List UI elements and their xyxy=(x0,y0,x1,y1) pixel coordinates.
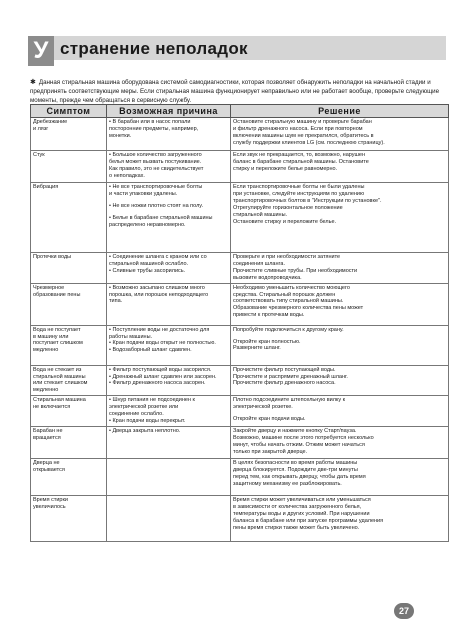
solution-line: только при закрытой дверце. xyxy=(233,448,308,455)
solution-line: Остановите стиральную машину и проверьте барабан xyxy=(233,119,372,125)
intro-text: Данная стиральная машина оборудована системой самодиагностики, которая позволяет обнаружить неполадки на начальной стадии и предпринять соответствующие меры. Если стиральная машина функционирует неправильно или не работает вообще, проверьте следующие моменты, прежде чем обращаться в сервисную службу. xyxy=(30,79,440,104)
solution-cell xyxy=(231,458,449,495)
cause-line: порошка, или порошок неподходящего xyxy=(109,291,209,298)
symptom-cell xyxy=(31,495,107,541)
solution-line: Откройте кран подачи воды. xyxy=(233,416,306,423)
cause-line: • Кран подачи воды перекрыт. xyxy=(109,417,186,424)
solution-cell xyxy=(231,183,449,253)
solution-line: Прочистите фильтр поступающей воды. xyxy=(233,366,336,373)
symptom-line: Дребезжание xyxy=(33,119,68,125)
symptom-cell xyxy=(31,458,107,495)
solution-line: В целях безопасности во время работы машины xyxy=(233,459,358,466)
solution-cell xyxy=(231,426,449,458)
header-symptom: Симптом xyxy=(31,105,107,118)
solution-cell xyxy=(231,495,449,541)
solution-line: минут, чтобы начать отжим. Отжим может начаться xyxy=(233,441,365,448)
table-row xyxy=(31,426,449,458)
symptom-cell xyxy=(31,253,107,284)
cause-cell xyxy=(107,396,231,427)
solution-line: привести к протечкам воды. xyxy=(233,312,305,319)
cause-line: • Кран подачи воды открыт не полностью. xyxy=(109,340,216,347)
cause-cell xyxy=(107,365,231,396)
cause-cell xyxy=(107,325,231,365)
symptom-line: Барабан не xyxy=(33,427,63,434)
cause-line: • Поступление воды не достаточно для xyxy=(109,326,210,333)
solution-line: стирку и переложите белье равномерно. xyxy=(233,165,338,172)
symptom-cell xyxy=(31,183,107,253)
table-row xyxy=(31,183,449,253)
symptom-line: Чрезмерное xyxy=(33,284,65,291)
solution-line: Образование чрезмерного количества пены может xyxy=(233,305,364,312)
solution-line: службу поддержки клиентов LG (см. последнюю страницу). xyxy=(233,139,385,146)
symptom-line: Время стирки xyxy=(33,496,68,503)
solution-cell xyxy=(231,283,449,325)
solution-line: транспортировочных болтов в "Инструкции по установке". xyxy=(233,197,382,204)
solution-line: Время стирки может увеличиваться или уменьшаться xyxy=(233,496,371,503)
symptom-line: или стекает слишком xyxy=(33,380,88,387)
symptom-cell xyxy=(31,396,107,427)
troubleshooting-table xyxy=(30,104,449,542)
cause-line: белья может вызвать постукивание. xyxy=(109,158,202,165)
cause-line: • Дверца закрыта неплотно. xyxy=(109,427,181,434)
solution-line: Закройте дверцу и нажмите кнопку Старт/пауза. xyxy=(233,427,357,434)
solution-line: стиральной машины. xyxy=(233,211,288,218)
solution-cell xyxy=(231,396,449,427)
intro-paragraph xyxy=(30,78,448,105)
solution-line: соответствовать типу стиральной машины. xyxy=(233,298,344,305)
solution-line: Отрегулируйте горизонтальное положение xyxy=(233,204,343,211)
symptom-line: Дверца не xyxy=(33,459,60,466)
cause-line: • Соединение шланга с краном или со xyxy=(109,254,207,260)
symptom-line: вращается xyxy=(33,434,61,441)
table-row xyxy=(31,458,449,495)
solution-line: Прочистите сливные трубы. При необходимости xyxy=(233,267,358,274)
cause-line: • Белье в барабане стиральной машины xyxy=(109,214,213,221)
cause-cell xyxy=(107,253,231,284)
symptom-line: и лязг xyxy=(33,125,49,132)
cause-line: • В барабан или в насос попали xyxy=(109,119,191,125)
solution-line: включении машины шум не прекратился, обратитесь в xyxy=(233,132,374,139)
solution-line: защитному механизму ее разблокировать. xyxy=(233,480,342,487)
cause-line: • Большое количество загруженного xyxy=(109,152,202,158)
cause-line: Как правило, это не свидетельствует xyxy=(109,165,204,172)
table-row xyxy=(31,151,449,183)
header-solution: Решение xyxy=(231,105,449,118)
symptom-line: Вибрация xyxy=(33,184,59,190)
symptom-line: Вода не стекает из xyxy=(33,366,82,373)
table-row xyxy=(31,283,449,325)
solution-line: пены время стирки также может быть увеличено. xyxy=(233,524,360,531)
solution-line: Разверните шланг. xyxy=(233,345,281,352)
solution-line: Проверьте и при необходимости затяните xyxy=(233,254,341,260)
symptom-line: в машину или xyxy=(33,333,69,340)
solution-line: Прочистите и распрямите дренажный шланг. xyxy=(233,373,348,380)
symptom-cell xyxy=(31,283,107,325)
symptom-cell xyxy=(31,151,107,183)
solution-line: температуры воды и других условий. При нарушении xyxy=(233,510,370,517)
symptom-cell xyxy=(31,426,107,458)
solution-line: Плотно подсоедините штепсельную вилку к xyxy=(233,397,346,404)
cause-cell xyxy=(107,183,231,253)
cause-cell xyxy=(107,458,231,495)
cause-line: • Водозаборный шланг сдавлен. xyxy=(109,347,192,354)
symptom-line: Стук xyxy=(33,152,45,158)
cause-line: стиральной машиной ослабло. xyxy=(109,260,189,267)
symptom-line: Протечки воды xyxy=(33,254,72,260)
cause-line: • Не все транспортировочные болты xyxy=(109,184,203,190)
cause-line: электрической розетке или xyxy=(109,404,179,411)
symptom-line: открывается xyxy=(33,466,65,473)
solution-line: электрической розетке. xyxy=(233,404,293,411)
symptom-cell xyxy=(31,118,107,151)
symptom-cell xyxy=(31,365,107,396)
cause-cell xyxy=(107,118,231,151)
solution-line: баланс в барабане стиральной машины. Остановите xyxy=(233,158,369,165)
symptom-line: медленно xyxy=(33,387,59,394)
solution-line: Если транспортировочные болты не были удалены xyxy=(233,184,365,190)
table-row xyxy=(31,396,449,427)
table-body xyxy=(31,118,449,542)
cause-line: • Сливные трубы засорились. xyxy=(109,267,186,274)
asterisk-bullet-icon: ✱ xyxy=(30,79,36,86)
solution-cell xyxy=(231,118,449,151)
symptom-line: образование пены xyxy=(33,291,81,298)
solution-line: и фильтр дренажного насоса. Если при повторном xyxy=(233,125,363,132)
cause-line: • Дренажный шланг сдавлен или засорен. xyxy=(109,373,217,380)
cause-line: распределено неравномерно. xyxy=(109,221,186,228)
table-row xyxy=(31,495,449,541)
page-title: странение неполадок xyxy=(60,39,248,58)
solution-line: в зависимости от количества загруженного белья, xyxy=(233,503,362,510)
header-cause: Возможная причина xyxy=(107,105,231,118)
cause-line: • Фильтр поступающей воды засорился. xyxy=(109,366,212,373)
solution-line: Если звук не прекращается, то, возможно, нарушен xyxy=(233,152,366,158)
cause-line: • Шнур питания не подсоединен к xyxy=(109,397,195,404)
symptom-cell xyxy=(31,325,107,365)
cause-line: • Фильтр дренажного насоса засорен. xyxy=(109,380,206,387)
symptom-line: Вода не поступает xyxy=(33,326,81,333)
symptom-line: Стиральная машина xyxy=(33,397,86,404)
solution-cell xyxy=(231,151,449,183)
solution-line: дверца блокируется. Подождите две-три минуты xyxy=(233,466,358,473)
cause-line: и части упаковки удалены. xyxy=(109,190,178,197)
table-row xyxy=(31,118,449,151)
cause-line: работы машины. xyxy=(109,333,153,340)
cause-cell xyxy=(107,151,231,183)
table-row xyxy=(31,253,449,284)
solution-line: Прочистите фильтр дренажного насоса. xyxy=(233,380,336,387)
cause-line: • Возможно засыпано слишком много xyxy=(109,284,205,291)
symptom-line: не включается xyxy=(33,404,71,411)
solution-line: Возможно, машине после этого потребуется несколько xyxy=(233,434,374,441)
symptom-line: увеличилось xyxy=(33,503,66,510)
solution-cell xyxy=(231,365,449,396)
cause-line: • Не все ножки плотно стоят на полу. xyxy=(109,202,204,209)
solution-line: баланса в барабане или при запуске программы удаления xyxy=(233,517,384,524)
title-initial-letter: У xyxy=(28,36,54,66)
symptom-line: стиральной машины xyxy=(33,373,86,380)
cause-cell xyxy=(107,495,231,541)
cause-line: о неполадках. xyxy=(109,172,145,179)
solution-line: соединения шланга. xyxy=(233,260,285,267)
solution-cell xyxy=(231,325,449,365)
solution-cell xyxy=(231,253,449,284)
cause-line: типа. xyxy=(109,298,123,305)
solution-line: Откройте кран полностью. xyxy=(233,338,301,345)
solution-line: средства. Стиральный порошок должен xyxy=(233,291,336,298)
table-row xyxy=(31,365,449,396)
solution-line: при установке, следуйте инструкциям по удалению xyxy=(233,190,365,197)
solution-line: вызовите водопроводчика. xyxy=(233,274,302,281)
page-number: 27 xyxy=(394,603,414,619)
solution-line: Попробуйте подключиться к другому крану. xyxy=(233,326,344,333)
solution-line: Необходимо уменьшить количество моющего xyxy=(233,284,350,291)
symptom-line: поступает слишком xyxy=(33,340,83,347)
symptom-line: медленно xyxy=(33,347,59,354)
solution-line: перед тем, как открывать дверцу, чтобы дать время xyxy=(233,473,366,480)
table-header-row xyxy=(31,105,449,118)
table-row xyxy=(31,325,449,365)
cause-line: посторонние предметы, например, xyxy=(109,125,199,132)
cause-cell xyxy=(107,283,231,325)
cause-line: монетки. xyxy=(109,132,132,139)
cause-line: соединение ослабло. xyxy=(109,411,164,418)
cause-cell xyxy=(107,426,231,458)
solution-line: Остановите стирку и переложите белье. xyxy=(233,218,337,225)
